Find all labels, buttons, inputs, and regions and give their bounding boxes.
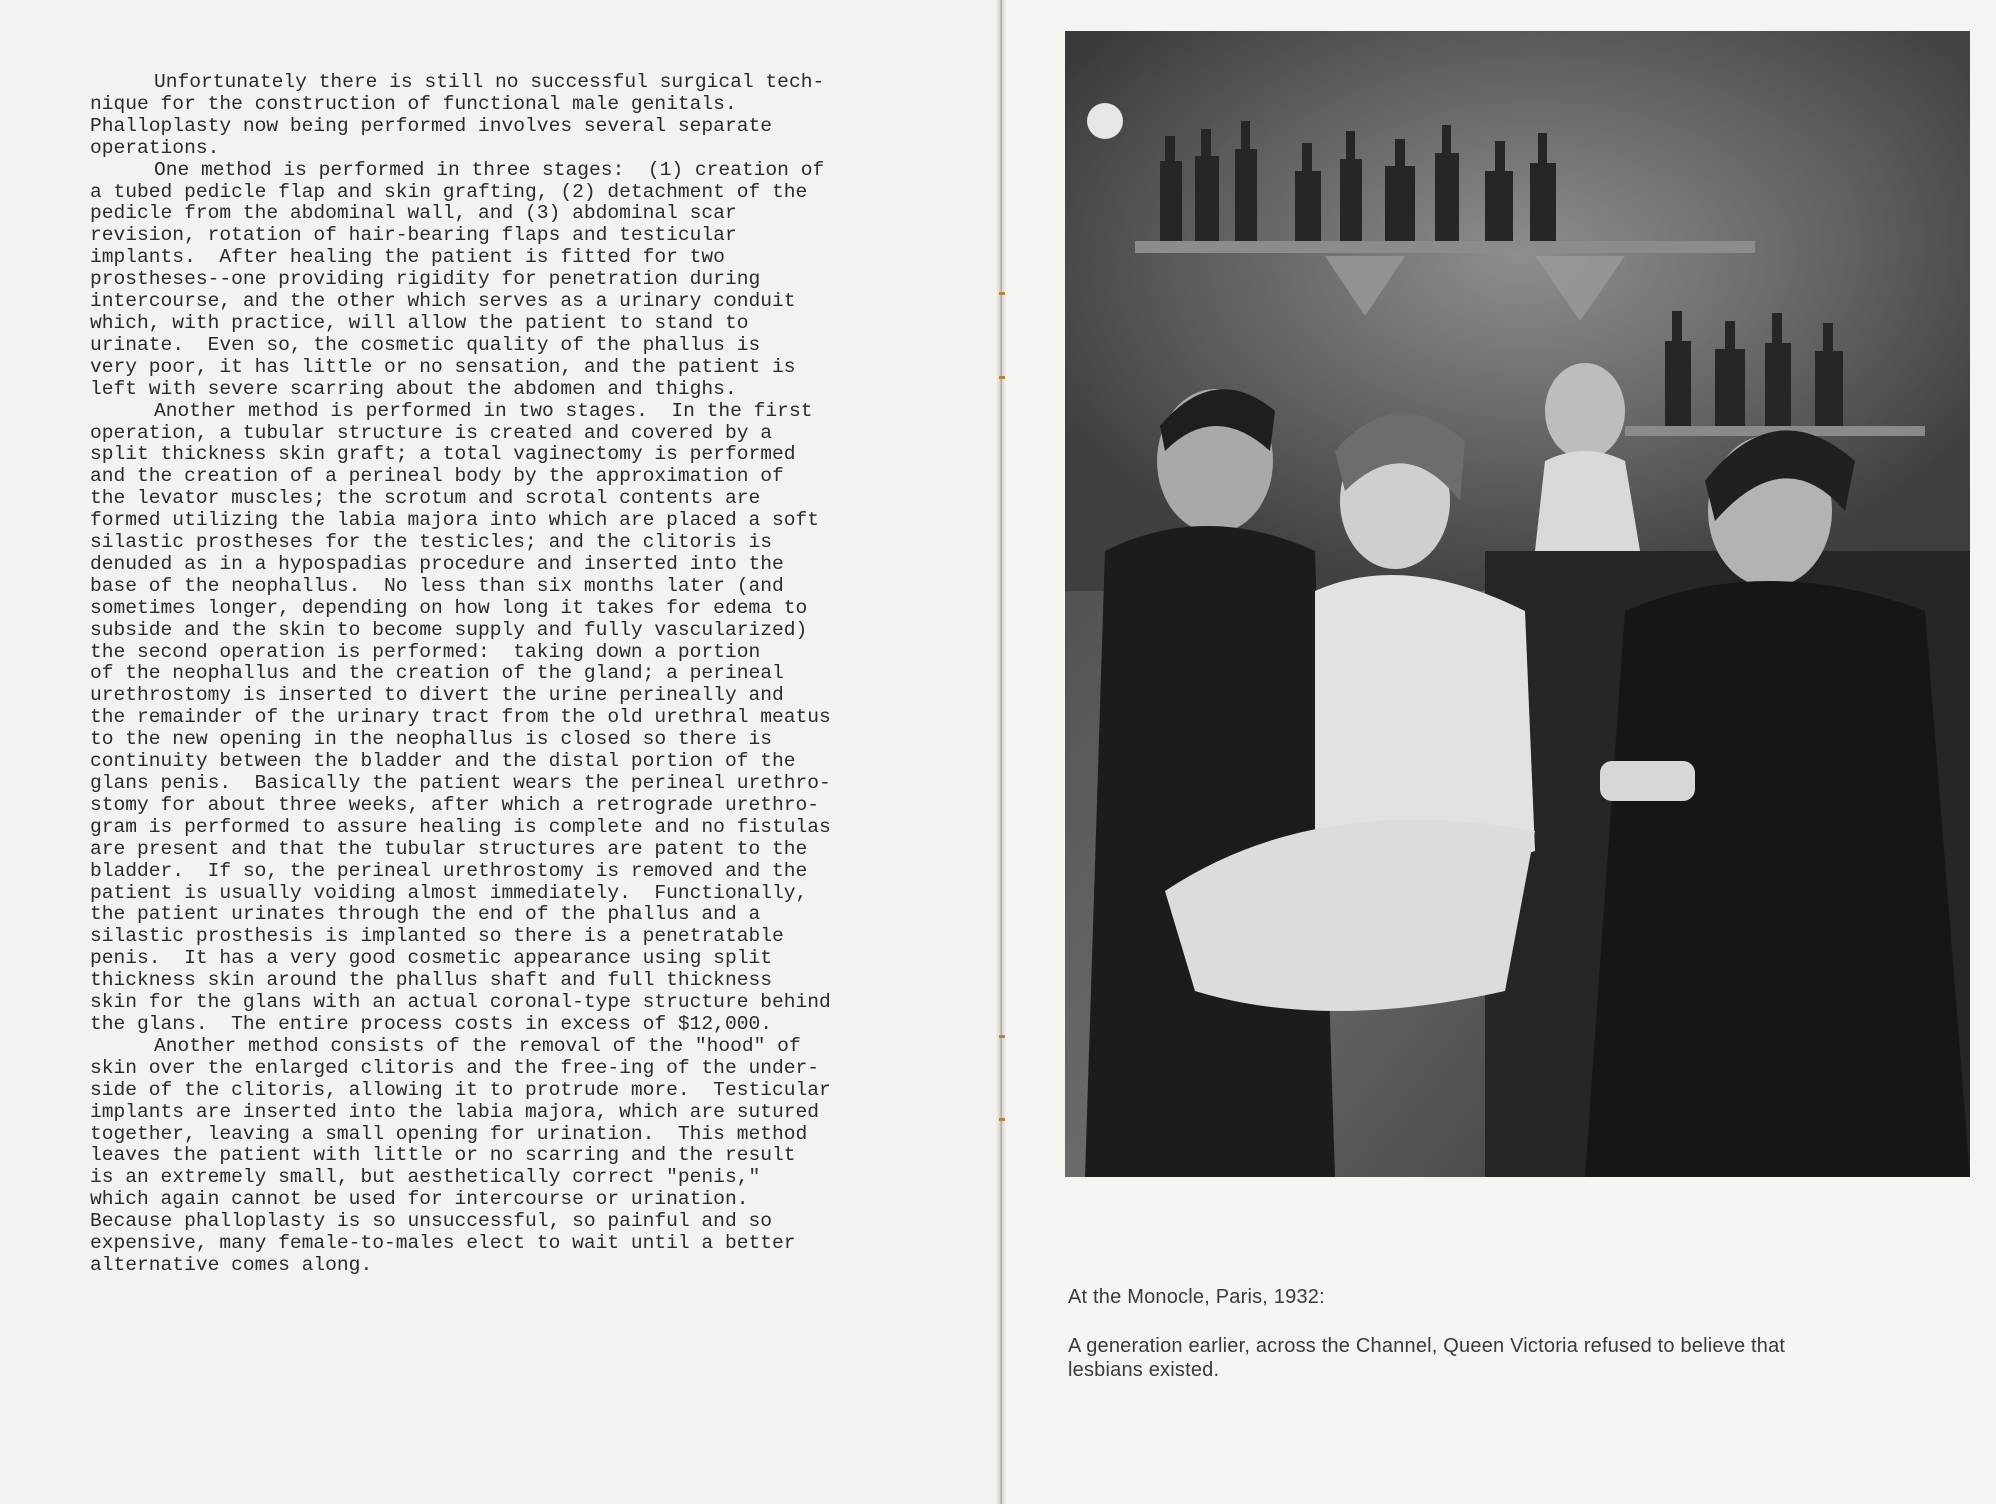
- photo-caption-text: A generation earlier, across the Channel, Queen Victoria refused to believe that lesbians existed.: [1068, 1335, 1786, 1381]
- bartender-shirt: [1535, 451, 1640, 551]
- bar-shelf: [1135, 241, 1755, 253]
- staple-mark: [999, 1035, 1005, 1038]
- staple-mark: [999, 292, 1005, 295]
- man-right-suit: [1585, 581, 1970, 1177]
- man-right-hand: [1600, 761, 1695, 801]
- paragraph-2: One method is performed in three stages: (1) creation of a tubed pedicle flap and skin grafting, (2) detachment of the pedicle from the abdominal wall, and (3) abdominal scar revision, rotation of hair-bearing flaps and testicular implants. After healing the patient is fitted for two prostheses--one providing rigidity for penetration during intercourse, and the other which serves as a urinary conduit which, with practice, will allow the patient to stand to urinate. Even so, the cosmetic quality of the phallus is very poor, it has little or no sensation, and the patient is left with severe scarring about the abdomen and thighs.: [90, 158, 825, 400]
- paragraph-1: Unfortunately there is still no successful surgical tech- nique for the construction of functional male genitals. Phalloplasty now being performed involves several separate operations.: [90, 71, 825, 159]
- staple-mark: [999, 1118, 1005, 1121]
- photo-illustration: [1065, 31, 1970, 1177]
- paragraph-3: Another method is performed in two stages. In the first operation, a tubular structure is created and covered by a split thickness skin graft; a total vaginectomy is performed and the creation of a perineal body by the approximation of the levator muscles; the scrotum and scrotal contents are formed utilizing the labia majora into which are placed a soft silastic prostheses for the testicles; and the clitoris is denuded as in a hypospadias procedure and inserted into the base of the neophallus. No less than six months later (and sometimes longer, depending on how long it takes for edema to subside and the skin to become supply and fully vascularized) the second operation is performed: taking down a portion of the neophallus and the creation of the gland; a perineal urethrostomy is inserted to divert the urine perineally and the remainder of the urinary tract from the old urethral meatus to the new opening in the neophallus is closed so there is continuity between the bladder and the distal portion of the glans penis. Basically the patient wears the perineal urethro- stomy for about three weeks, after which a retrograde urethro- gram is performed to assure healing is complete and no fistulas are present and that the tubular structures are patent to the bladder. If so, the perineal urethrostomy is removed and the patient is usually voiding almost immediately. Functionally, the patient urinates through the end of the phallus and a silastic prosthesis is implanted so there is a penetratable penis. It has a very good cosmetic appearance using split thickness skin around the phallus shaft and full thickness skin for the glans with an actual coronal-type structure behind the glans. The entire process costs in excess of $12,000.: [90, 399, 831, 1035]
- photo-caption-title: At the Monocle, Paris, 1932:: [1068, 1286, 1325, 1308]
- bartender-face: [1545, 363, 1625, 459]
- lamp: [1087, 103, 1123, 139]
- body-text: [90, 72, 930, 1277]
- photograph-bar-scene: [1065, 31, 1970, 1177]
- paragraph-4: Another method consists of the removal of the "hood" of skin over the enlarged clitoris and the free-ing of the under- side of the clitoris, allowing it to protrude more. Testicular implants are inserted into the labia majora, which are sutured together, leaving a small opening for urination. This method leaves the patient with little or no scarring and the result is an extremely small, but aesthetically correct "penis," which again cannot be used for intercourse or urination. Because phalloplasty is so unsuccessful, so painful and so expensive, many female-to-males elect to wait until a better alternative comes along.: [90, 1034, 831, 1276]
- staple-mark: [999, 376, 1005, 379]
- page-gutter: [996, 0, 1006, 1504]
